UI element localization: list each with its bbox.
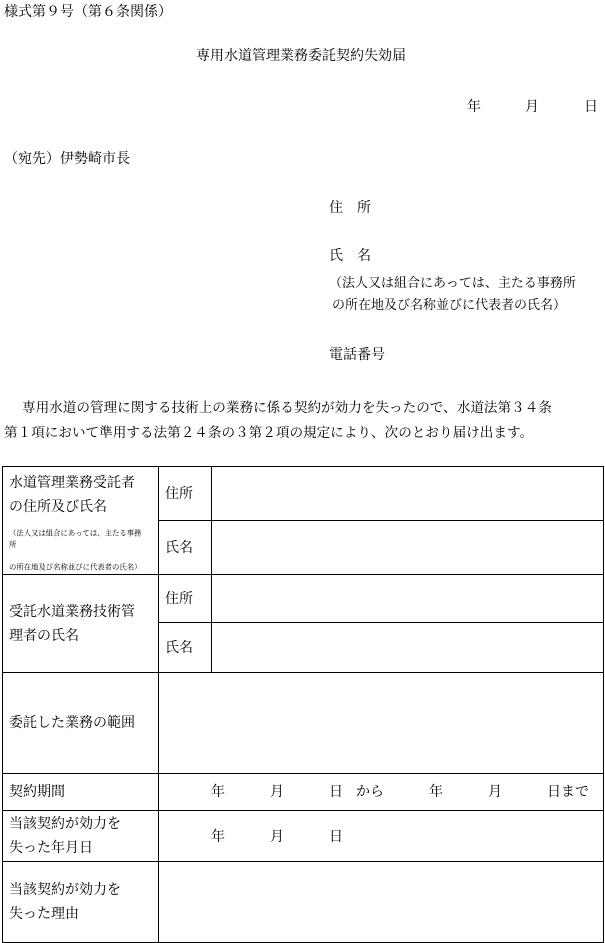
technician-address-label: 住所 [159,575,212,623]
expiry-date-label-cell [3,811,159,862]
period-end-day: 日まで [547,784,589,800]
technician-name-label: 氏名 [159,623,212,673]
expiry-date-label-2: 失った年月日 [9,840,93,856]
document-title: 専用水道管理業務委託契約失効届 [196,48,406,64]
expiry-date-field[interactable] [159,811,604,862]
applicant-name-note-2: の所在地及び名称並びに代表者の氏名） [332,298,567,313]
period-label: 契約期間 [3,774,159,811]
expiry-day: 日 [329,829,343,845]
contractor-note-2: の所在地及び名称並びに代表者の氏名） [9,562,142,572]
date-year-label: 年 [467,99,481,115]
technician-label-1: 受託水道業務技術管 [9,603,135,620]
scope-label: 委託した業務の範囲 [3,673,159,774]
expiry-month: 月 [270,829,284,845]
body-text-line-2: 第１項において準用する法第２４条の３第２項の規定により、次のとおり届け出ます。 [4,425,534,441]
reason-label-2: 失った理由 [9,906,79,922]
contractor-label-2: の住所及び氏名 [9,499,107,515]
expiry-year: 年 [211,829,225,845]
contractor-name-label: 氏名 [159,521,212,575]
period-from: から [356,784,384,800]
reason-label-cell [3,862,159,943]
contractor-address-field[interactable] [212,467,604,521]
form-number: 様式第９号（第６条関係） [4,4,172,20]
contractor-address-label: 住所 [159,467,212,521]
contractor-note-1: （法人又は組合にあっては、主たる事務所 [9,528,142,550]
body-text-line-1: 専用水道の管理に関する技術上の業務に係る契約が効力を失ったので、水道法第３４条 [22,400,552,416]
technician-name-field[interactable] [212,623,604,673]
period-field[interactable] [159,774,604,811]
period-start-month: 月 [270,784,284,800]
reason-field[interactable] [159,862,604,943]
reason-label-1: 当該契約が効力を [9,882,121,898]
period-end-year: 年 [429,784,443,800]
date-day-label: 日 [584,99,598,115]
notification-form-table [2,466,604,943]
scope-field[interactable] [159,673,604,774]
technician-label-2: 理者の氏名 [9,627,79,644]
contractor-label-1: 水道管理業務受託者 [9,475,135,491]
period-start-day: 日 [329,784,343,800]
addressee: （宛先）伊勢崎市長 [4,151,130,167]
technician-label-cell [3,575,159,673]
contractor-name-field[interactable] [212,521,604,575]
applicant-name-note-1: （法人又は組合にあっては、主たる事務所 [329,276,576,291]
applicant-name-label: 氏 名 [329,248,371,264]
date-month-label: 月 [525,99,539,115]
contractor-label-cell [3,467,159,575]
applicant-phone-label: 電話番号 [329,347,385,363]
applicant-address-label: 住 所 [329,200,371,216]
technician-address-field[interactable] [212,575,604,623]
period-end-month: 月 [488,784,502,800]
period-start-year: 年 [211,784,225,800]
expiry-date-label-1: 当該契約が効力を [9,816,121,832]
